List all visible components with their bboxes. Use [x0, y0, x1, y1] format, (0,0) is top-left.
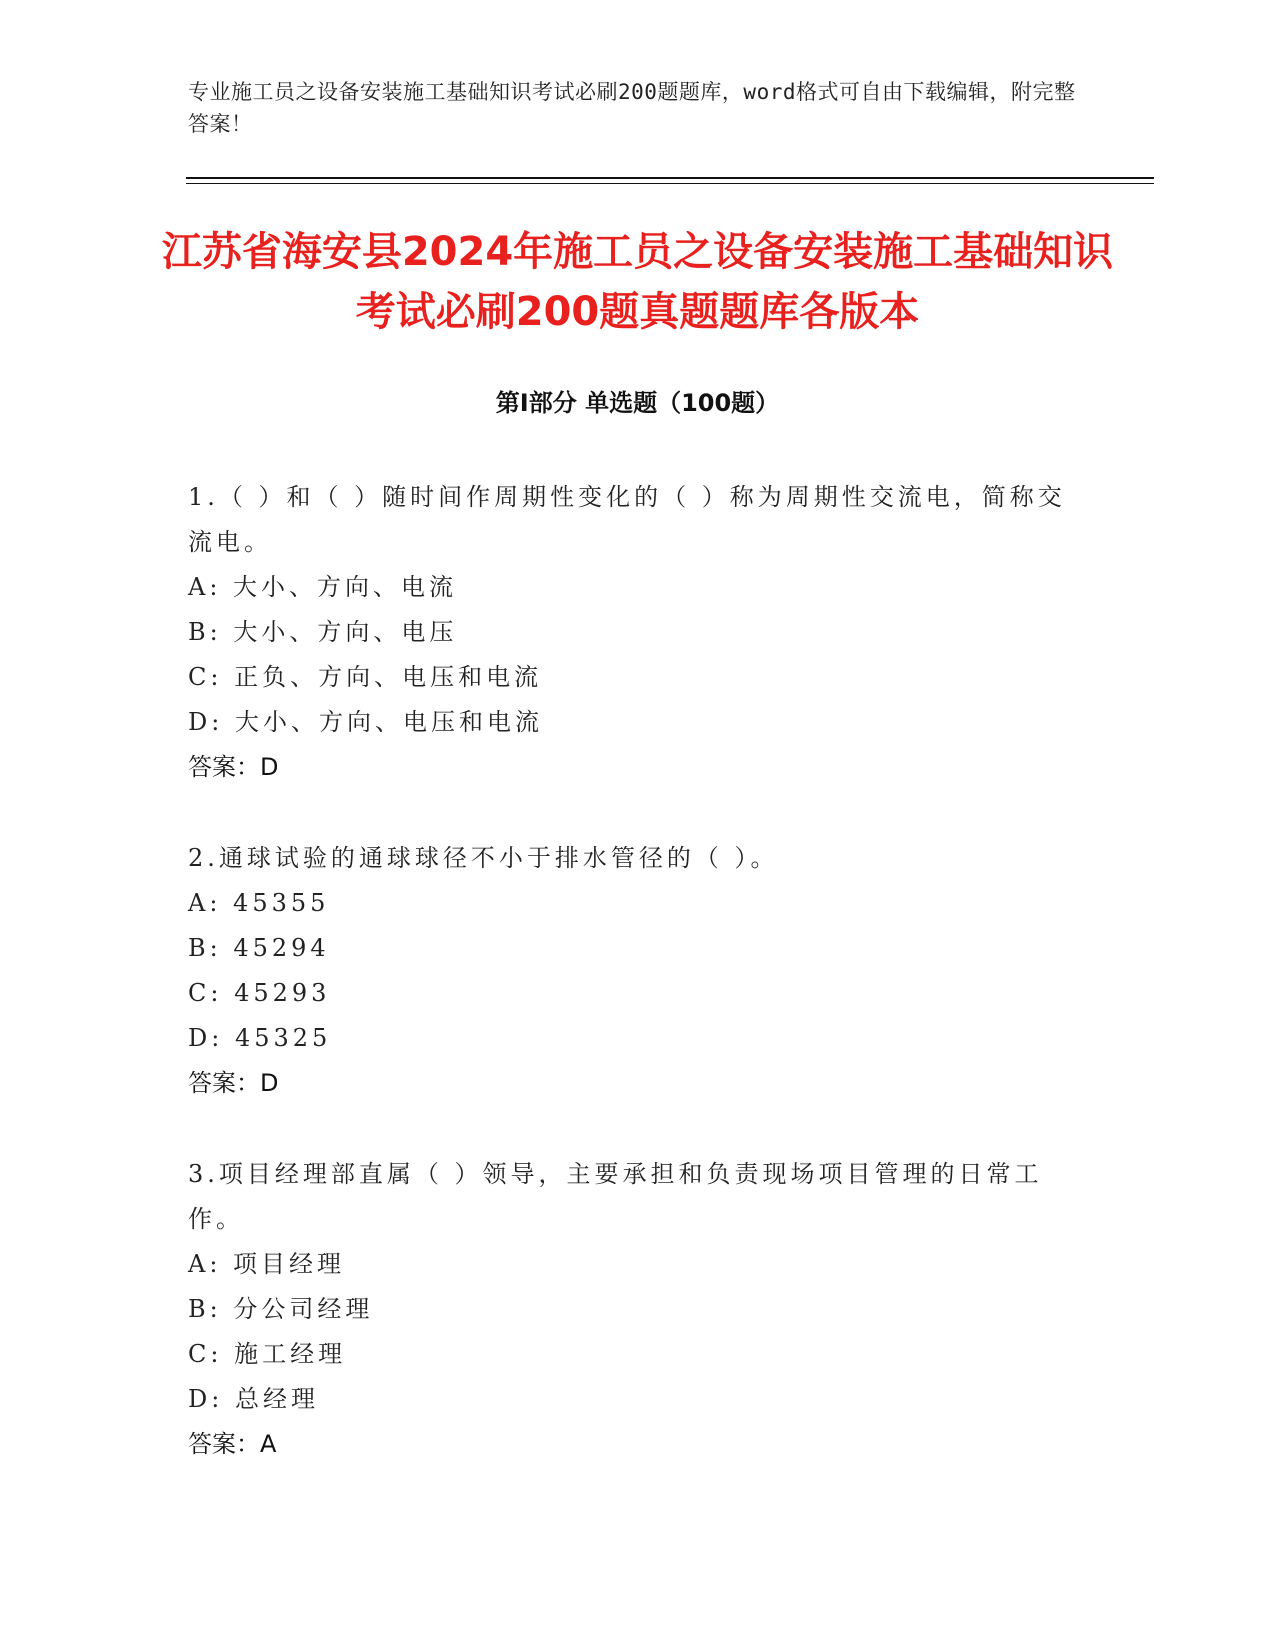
answer: 答案：D: [188, 753, 279, 781]
header-note: 专业施工员之设备安装施工基础知识考试必刷200题题库，word格式可自由下载编辑，附完整答案！: [188, 80, 1076, 136]
option-d: D: 45325: [188, 1024, 332, 1052]
option-b: B: 大小、方向、电压: [188, 618, 458, 646]
question-stem: 3.项目经理部直属（ ）领导，主要承担和负责现场项目管理的日常工作。: [188, 1160, 1043, 1233]
document-title: 江苏省海安县2024年施工员之设备安装施工基础知识考试必刷200题真题题库各版本: [161, 229, 1114, 335]
option-c: C: 45293: [188, 979, 331, 1007]
option-c: C: 正负、方向、电压和电流: [188, 663, 543, 691]
question-3: [188, 1152, 1088, 1467]
option-d: D: 总经理: [188, 1385, 319, 1413]
question-2: [188, 836, 1088, 1106]
header-divider-thin: [186, 183, 1154, 184]
question-list: [188, 475, 1088, 1513]
option-a: A: 项目经理: [188, 1250, 346, 1278]
answer: 答案：A: [188, 1430, 277, 1458]
question-stem: 1.（ ）和（ ）随时间作周期性变化的（ ）称为周期性交流电，简称交流电。: [188, 483, 1066, 556]
option-d: D: 大小、方向、电压和电流: [188, 708, 543, 736]
option-b: B: 分公司经理: [188, 1295, 374, 1323]
option-a: A: 大小、方向、电流: [188, 573, 458, 601]
option-a: A: 45355: [188, 889, 330, 917]
question-stem: 2.通球试验的通球球径不小于排水管径的（ ）。: [188, 844, 779, 872]
option-b: B: 45294: [188, 934, 330, 962]
header-divider-thick: [186, 177, 1154, 179]
question-1: [188, 475, 1088, 790]
option-c: C: 施工经理: [188, 1340, 347, 1368]
section-heading: 第Ⅰ部分 单选题（100题）: [495, 389, 780, 417]
answer: 答案：D: [188, 1069, 279, 1097]
